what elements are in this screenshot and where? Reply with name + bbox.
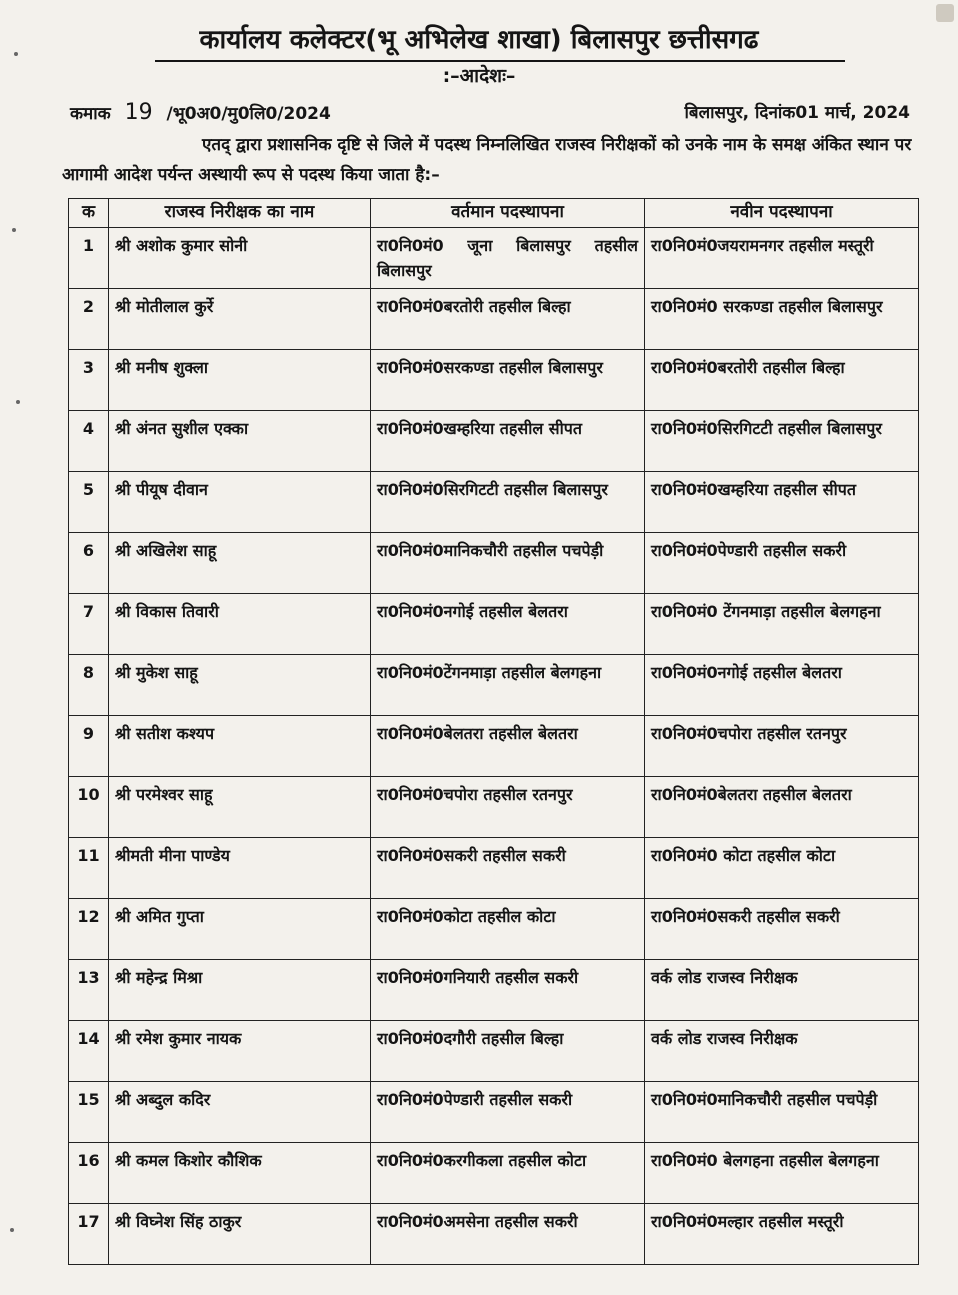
table-row [69,716,919,777]
serial-number-cell: 13 [69,960,109,1021]
table-row [69,533,919,594]
inspector-name-cell: श्री विकास तिवारी [109,594,371,655]
new-posting-cell: रा0नि0मं0बरतोरी तहसील बिल्हा [645,350,919,411]
serial-number-cell: 10 [69,777,109,838]
new-posting-cell: वर्क लोड राजस्व निरीक्षक [645,960,919,1021]
table-row [69,472,919,533]
inspector-name-cell: श्री कमल किशोर कौशिक [109,1143,371,1204]
serial-number-cell: 11 [69,838,109,899]
inspector-name-cell: श्री मोतीलाल कुर्रे [109,289,371,350]
serial-number-cell: 3 [69,350,109,411]
new-posting-cell: रा0नि0मं0जयरामनगर तहसील मस्तूरी [645,228,919,289]
inspector-name-cell: श्री मुकेश साहू [109,655,371,716]
column-header-name: राजस्व निरीक्षक का नाम [109,199,371,228]
table-row [69,228,919,289]
table-row [69,411,919,472]
scan-speck [12,228,16,232]
current-posting-cell: रा0नि0मं0करगीकला तहसील कोटा [371,1143,645,1204]
column-header-current-posting: वर्तमान पदस्थापना [371,199,645,228]
inspector-name-cell: श्री पीयूष दीवान [109,472,371,533]
current-posting-cell: रा0नि0मं0 जूना बिलासपुर तहसील बिलासपुर [371,228,645,289]
inspector-name-cell: श्री विघ्नेश सिंह ठाकुर [109,1204,371,1265]
intro-paragraph: एतद् द्वारा प्रशासनिक दृष्टि से जिले में पदस्थ निम्नलिखित राजस्व निरीक्षकों को उनके नाम के समक्ष अंकित स्थान पर आगामी आदेश पर्यन्त अस्थायी रूप से पदस्थ किया जाता है:– [62,135,912,185]
current-posting-cell: रा0नि0मं0कोटा तहसील कोटा [371,899,645,960]
serial-number-cell: 15 [69,1082,109,1143]
new-posting-cell: रा0नि0मं0खम्हरिया तहसील सीपत [645,472,919,533]
current-posting-cell: रा0नि0मं0पेण्डारी तहसील सकरी [371,1082,645,1143]
serial-number-cell: 7 [69,594,109,655]
serial-number-cell: 12 [69,899,109,960]
order-heading: :–आदेशः– [442,65,516,87]
scan-speck [16,400,20,404]
inspector-name-cell: श्रीमती मीना पाण्डेय [109,838,371,899]
new-posting-cell: रा0नि0मं0मानिकचौरी तहसील पचपेड़ी [645,1082,919,1143]
serial-number-cell: 16 [69,1143,109,1204]
serial-number-cell: 17 [69,1204,109,1265]
table-row [69,838,919,899]
table-row [69,655,919,716]
table-row [69,1143,919,1204]
inspector-name-cell: श्री अंनत सुशील एक्का [109,411,371,472]
order-prefix: कमाक [70,104,111,124]
office-title: कार्यालय कलेक्टर(भू अभिलेख शाखा) बिलासपुर छत्तीसगढ [199,25,759,55]
inspector-name-cell: श्री परमेश्वर साहू [109,777,371,838]
serial-number-cell: 9 [69,716,109,777]
current-posting-cell: रा0नि0मं0बरतोरी तहसील बिल्हा [371,289,645,350]
table-row [69,289,919,350]
new-posting-cell: रा0नि0मं0चपोरा तहसील रतनपुर [645,716,919,777]
order-number-block [70,100,331,125]
new-posting-cell: रा0नि0मं0मल्हार तहसील मस्तूरी [645,1204,919,1265]
current-posting-cell: रा0नि0मं0सिरगिटटी तहसील बिलासपुर [371,472,645,533]
inspector-name-cell: श्री मनीष शुक्ला [109,350,371,411]
table-header-row [69,199,919,228]
new-posting-cell: रा0नि0मं0नगोई तहसील बेलतरा [645,655,919,716]
current-posting-cell: रा0नि0मं0चपोरा तहसील रतनपुर [371,777,645,838]
serial-number-cell: 4 [69,411,109,472]
current-posting-cell: रा0नि0मं0बेलतरा तहसील बेलतरा [371,716,645,777]
current-posting-cell: रा0नि0मं0खम्हरिया तहसील सीपत [371,411,645,472]
table-row [69,1082,919,1143]
current-posting-cell: रा0नि0मं0दगौरी तहसील बिल्हा [371,1021,645,1082]
column-header-new-posting: नवीन पदस्थापना [645,199,919,228]
inspector-name-cell: श्री सतीश कश्यप [109,716,371,777]
table-row [69,1204,919,1265]
current-posting-cell: रा0नि0मं0मानिकचौरी तहसील पचपेड़ी [371,533,645,594]
current-posting-cell: रा0नि0मं0अमसेना तहसील सकरी [371,1204,645,1265]
current-posting-cell: रा0नि0मं0गनियारी तहसील सकरी [371,960,645,1021]
table-row [69,777,919,838]
new-posting-cell: रा0नि0मं0बेलतरा तहसील बेलतरा [645,777,919,838]
order-suffix: /भू0अ0/मु0लि0/2024 [166,104,331,124]
new-posting-cell: रा0नि0मं0सिरगिटटी तहसील बिलासपुर [645,411,919,472]
inspector-name-cell: श्री महेन्द्र मिश्रा [109,960,371,1021]
new-posting-cell: रा0नि0मं0सकरी तहसील सकरी [645,899,919,960]
current-posting-cell: रा0नि0मं0सकरी तहसील सकरी [371,838,645,899]
inspector-name-cell: श्री अमित गुप्ता [109,899,371,960]
place-date: बिलासपुर, दिनांक01 मार्च, 2024 [684,103,910,123]
order-number: 19 [124,100,153,125]
serial-number-cell: 5 [69,472,109,533]
serial-number-cell: 2 [69,289,109,350]
inspector-name-cell: श्री अब्दुल कदिर [109,1082,371,1143]
inspector-name-cell: श्री रमेश कुमार नायक [109,1021,371,1082]
column-header-serial: क [69,199,109,228]
serial-number-cell: 1 [69,228,109,289]
current-posting-cell: रा0नि0मं0टेंगनमाड़ा तहसील बेलगहना [371,655,645,716]
table-row [69,1021,919,1082]
inspector-name-cell: श्री अखिलेश साहू [109,533,371,594]
current-posting-cell: रा0नि0मं0सरकण्डा तहसील बिलासपुर [371,350,645,411]
new-posting-cell: रा0नि0मं0पेण्डारी तहसील सकरी [645,533,919,594]
table-row [69,899,919,960]
table-row [69,594,919,655]
table-row [69,350,919,411]
inspector-name-cell: श्री अशोक कुमार सोनी [109,228,371,289]
new-posting-cell: रा0नि0मं0 कोटा तहसील कोटा [645,838,919,899]
serial-number-cell: 14 [69,1021,109,1082]
new-posting-cell: वर्क लोड राजस्व निरीक्षक [645,1021,919,1082]
serial-number-cell: 6 [69,533,109,594]
new-posting-cell: रा0नि0मं0 टेंगनमाड़ा तहसील बेलगहना [645,594,919,655]
transfer-table [68,198,919,1265]
new-posting-cell: रा0नि0मं0 सरकण्डा तहसील बिलासपुर [645,289,919,350]
new-posting-cell: रा0नि0मं0 बेलगहना तहसील बेलगहना [645,1143,919,1204]
table-row [69,960,919,1021]
scan-speck [10,1228,14,1232]
serial-number-cell: 8 [69,655,109,716]
current-posting-cell: रा0नि0मं0नगोई तहसील बेलतरा [371,594,645,655]
